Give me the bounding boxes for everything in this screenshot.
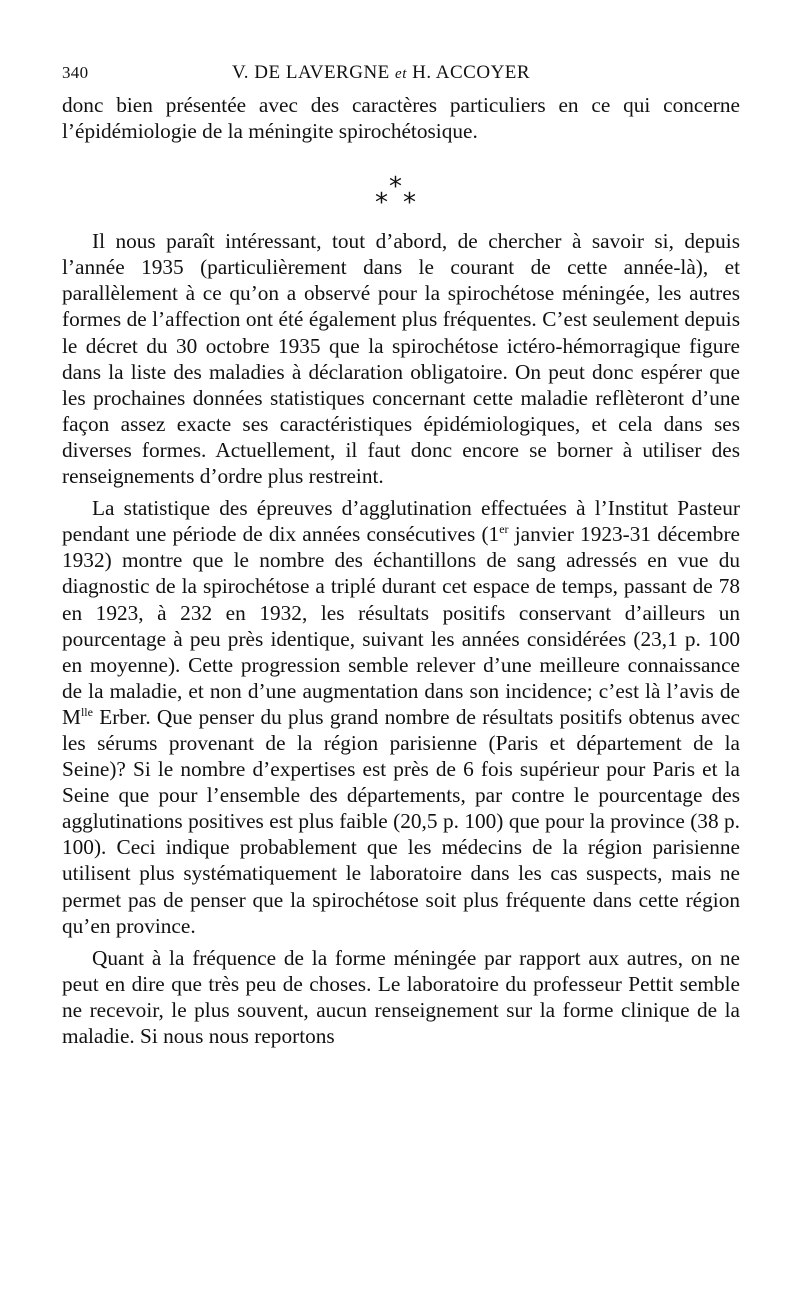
page-header — [62, 62, 740, 92]
document-page — [62, 62, 740, 1049]
paragraph-3-part-3: Erber. Que penser du plus grand nombre de résultats positifs obtenus avec les sérums provenant de la région parisienne (Paris et département de la Seine)? Si le nombre d’expertises est près de 6 fois supérieur pour Paris et la Seine que pour l’ensemble des départements, par contre le pourcentage des agglutinations positives est plus faible (20,5 p. 100) que pour la province (38 p. 100). Ceci indique probablement que les médecins de la région parisienne utilisent plus systématiquement le laboratoire dans les cas suspects, mais ne permet pas de penser que la spirochétose soit plus fréquente dans cette région qu’en province. — [62, 704, 740, 938]
page-number: 340 — [62, 63, 89, 82]
running-head-author-1: V. DE LAVERGNE — [232, 62, 390, 83]
running-head — [212, 62, 740, 84]
running-head-et: et — [395, 66, 407, 82]
title-superscript: lle — [80, 704, 93, 719]
paragraph-3-part-1: La statistique des épreuves d’agglutination effectuées à l’Institut Pasteur pendant une période de dix années consécutives (1 — [62, 496, 740, 547]
separator-star-top: * — [389, 172, 402, 203]
body-text — [62, 92, 740, 1049]
paragraph-3 — [62, 495, 740, 939]
separator-star-left: * — [375, 188, 388, 219]
ordinal-superscript: er — [499, 522, 509, 537]
paragraph-3-part-2: janvier 1923-31 décembre 1932) montre que le nombre des échantillons de sang adressés en vue du diagnostic de la spirochétose a triplé durant cet espace de temps, passant de 78 en 1923, à 232 en 1932, les résultats positifs conservant d’ailleurs un pourcentage à peu près identique, suivant les années considérées (23,1 p. 100 en moyenne). Cette progression semble relever d’une meilleure connaissance de la maladie, et non d’une augmentation dans son incidence; c’est là l’avis de M — [62, 522, 740, 729]
running-head-author-2: H. ACCOYER — [412, 62, 531, 83]
paragraph-1: donc bien présentée avec des caractères particuliers en ce qui concerne l’épidémiologie de la méningite spirochétosique. — [62, 93, 740, 144]
section-separator — [62, 150, 740, 228]
paragraph-4: Quant à la fréquence de la forme méningée par rapport aux autres, on ne peut en dire que très peu de choses. Le laboratoire du professeur Pettit semble ne recevoir, le plus souvent, aucun renseignement sur la forme clinique de la maladie. Si nous nous reportons — [62, 945, 740, 1048]
separator-star-right: * — [403, 188, 416, 219]
paragraph-2: Il nous paraît intéressant, tout d’abord, de chercher à savoir si, depuis l’année 1935 (particulièrement dans le courant de cette année-là), et parallèlement à ce qu’on a observé pour la spirochétose méningée, les autres formes de l’affection ont été également plus fréquentes. C’est seulement depuis le décret du 30 octobre 1935 que la spirochétose ictéro-hémorragique figure dans la liste des maladies à déclaration obligatoire. On peut donc espérer que les prochaines données statistiques concernant cette maladie reflèteront d’une façon assez exacte ses caractéristiques épidémiologiques, et cela dans ses diverses formes. Actuellement, il faut donc encore se borner à utiliser des renseignements d’ordre plus restreint. — [62, 229, 740, 489]
